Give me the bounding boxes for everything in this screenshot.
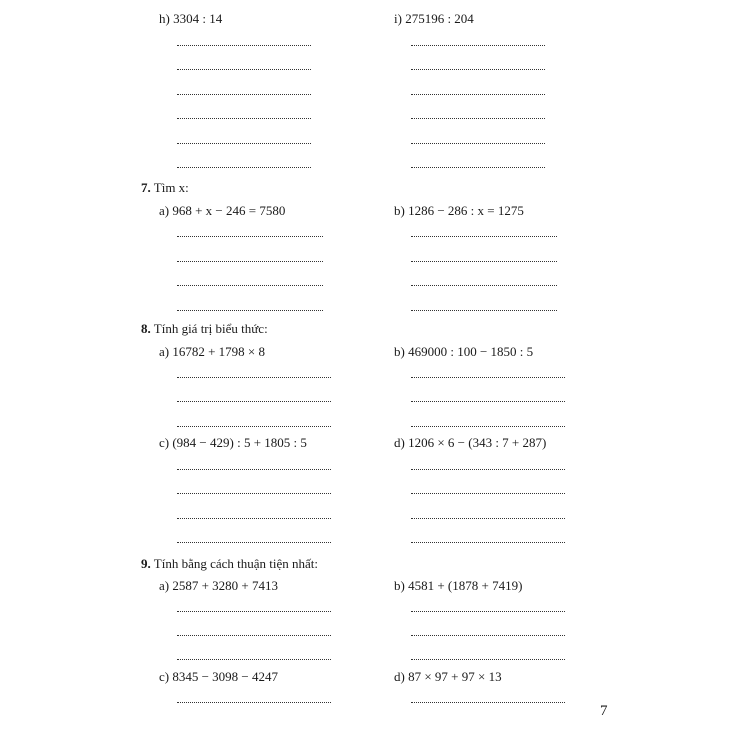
exercise-8d: d) 1206 × 6 − (343 : 7 + 287) (394, 435, 547, 450)
exercise-7a: a) 968 + x − 246 = 7580 (159, 203, 286, 218)
problem-h: h) 3304 : 14 (159, 11, 223, 26)
exercise-9c: c) 8345 − 3098 − 4247 (159, 669, 279, 684)
page-number: 7 (600, 703, 608, 719)
exercise-7-title: Tìm x: (153, 180, 189, 195)
exercise-9-title: Tính bằng cách thuận tiện nhất: (153, 556, 319, 571)
exercise-9-heading (141, 556, 318, 572)
problem-i: i) 275196 : 204 (394, 11, 474, 26)
exercise-8c: c) (984 − 429) : 5 + 1805 : 5 (159, 435, 307, 450)
exercise-8-title: Tính giá trị biểu thức: (153, 321, 268, 336)
exercise-7b: b) 1286 − 286 : x = 1275 (394, 203, 524, 218)
exercise-9-number: 9. (141, 556, 151, 571)
exercise-9a: a) 2587 + 3280 + 7413 (159, 578, 279, 593)
exercise-9d: d) 87 × 97 + 97 × 13 (394, 669, 502, 684)
exercise-8-heading (141, 321, 268, 337)
exercise-9b: b) 4581 + (1878 + 7419) (394, 578, 523, 593)
exercise-8b: b) 469000 : 100 − 1850 : 5 (394, 344, 534, 359)
exercise-8a: a) 16782 + 1798 × 8 (159, 344, 266, 359)
exercise-7-heading (141, 180, 189, 196)
exercise-8-number: 8. (141, 321, 151, 336)
exercise-7-number: 7. (141, 180, 151, 195)
